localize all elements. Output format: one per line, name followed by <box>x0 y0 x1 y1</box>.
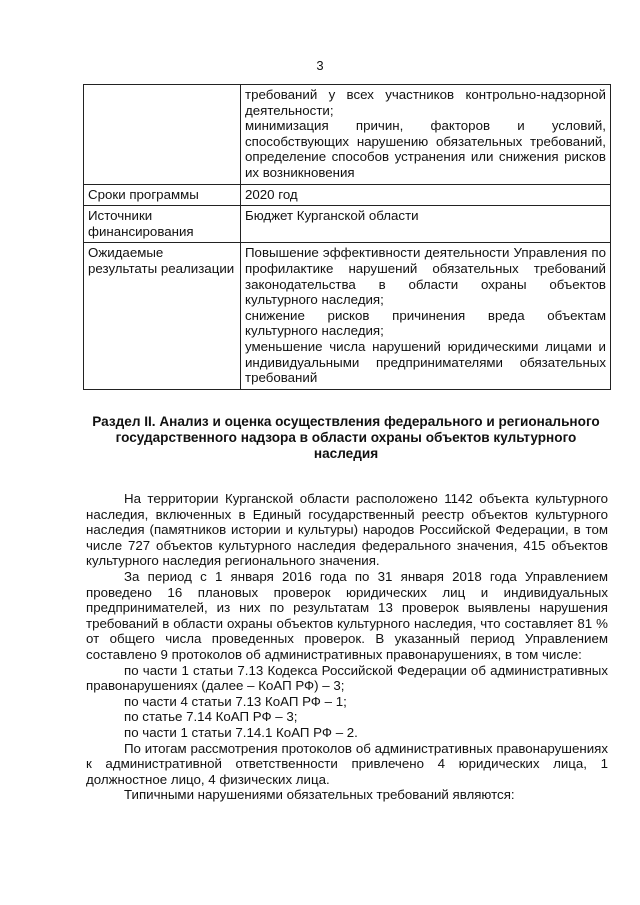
paragraph: На территории Курганской области расположено 1142 объекта культурного наследия, включенных в Единый государственный реестр объектов культурного наследия (памятников истории и культуры) народов Российской Федерации, в том числе 727 объектов культурного наследия федерального значения, 415 объектов культурного наследия регионального значения. <box>86 491 608 569</box>
table-label-cell: Ожидаемые результаты реализации <box>84 243 241 389</box>
program-passport-table <box>83 84 611 390</box>
list-item: по части 1 статьи 7.13 Кодекса Российской Федерации об административных правонарушениях (далее – КоАП РФ) – 3; <box>86 662 608 694</box>
list-item: по части 4 статьи 7.13 КоАП РФ – 1; <box>124 693 347 709</box>
table-label-cell: Источники финансирования <box>84 206 241 243</box>
list-item: по части 1 статьи 7.14.1 КоАП РФ – 2. <box>124 724 358 740</box>
paragraph: За период с 1 января 2016 года по 31 января 2018 года Управлением проведено 16 плановых проверок юридических лиц и индивидуальных предпринимателей, из них по результатам 13 проверок выявлены нарушения требований в области охраны объектов культурного наследия, что составляет 81 % от общего числа проведенных проверок. В указанный период Управлением составлено 9 протоколов об административных правонарушениях, в том числе: <box>86 568 608 662</box>
paragraph: По итогам рассмотрения протоколов об административных правонарушениях к административной ответственности привлечено 4 юридических лица, 1 должностное лицо, 4 физических лица. <box>86 740 608 787</box>
table-row <box>84 85 611 185</box>
page-number: 3 <box>316 58 324 73</box>
cell-text: требований у всех участников контрольно-надзорной деятельности; <box>245 87 606 118</box>
cell-text: минимизация причин, факторов и условий, способствующих нарушению обязательных требований, определение способов устранения или снижения рисков их возникновения <box>245 118 606 180</box>
cell-text: Повышение эффективности деятельности Управления по профилактике нарушений обязательных требований законодательства в области охраны объектов культурного наследия; <box>245 245 606 308</box>
table-value-cell <box>241 184 611 206</box>
table-row <box>84 184 611 206</box>
cell-text: Бюджет Курганской области <box>245 208 419 224</box>
table-value-cell <box>241 243 611 389</box>
table-value-cell <box>241 206 611 243</box>
table-row <box>84 243 611 389</box>
cell-text: снижение рисков причинения вреда объектам культурного наследия; <box>245 307 606 339</box>
table-label-cell <box>84 85 241 185</box>
cell-text: уменьшение числа нарушений юридическими лицами и индивидуальными предпринимателями обязательных требований <box>245 338 606 386</box>
list-item: по статье 7.14 КоАП РФ – 3; <box>124 709 298 725</box>
table-row <box>84 206 611 243</box>
paragraph: Типичными нарушениями обязательных требований являются: <box>124 787 515 803</box>
table-label-cell: Сроки программы <box>84 184 241 206</box>
body-text <box>86 491 608 803</box>
section-heading: Раздел II. Анализ и оценка осуществления федерального и регионального государственного надзора в области охраны объектов культурного наследия <box>92 414 600 461</box>
table-value-cell <box>241 85 611 185</box>
cell-text: 2020 год <box>245 186 298 202</box>
